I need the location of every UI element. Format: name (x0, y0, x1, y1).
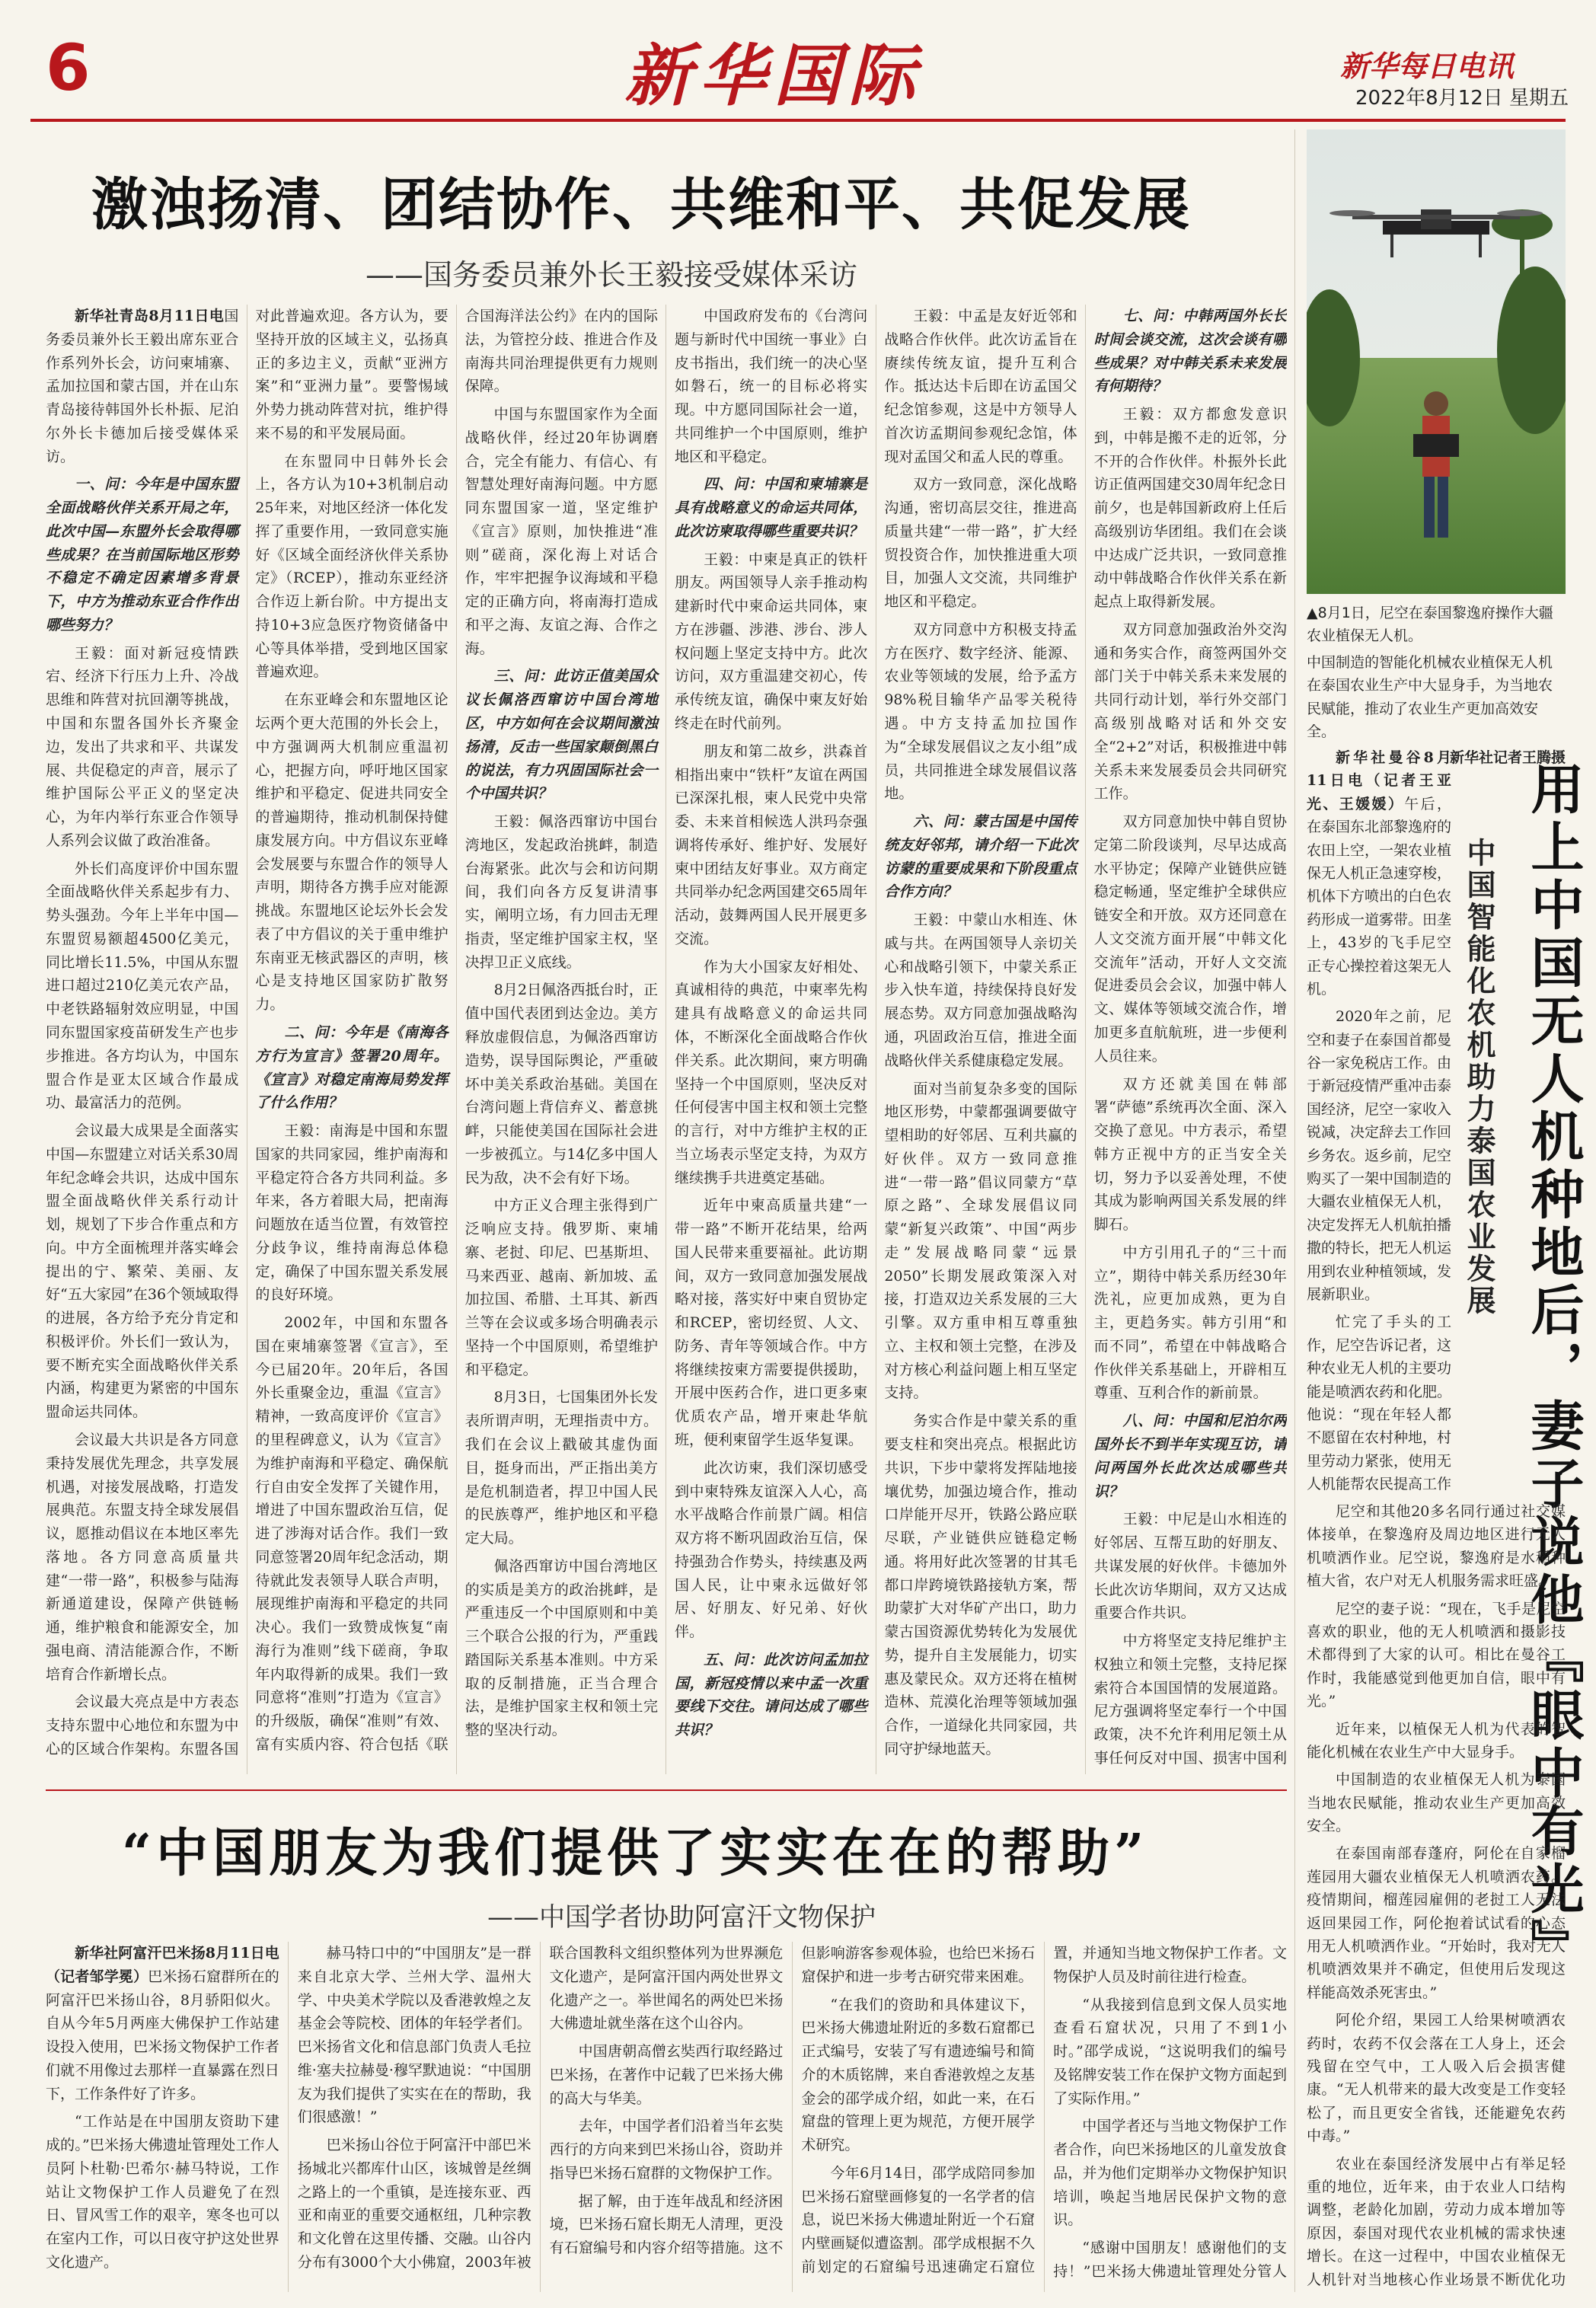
answer-paragraph: 中方引用孔子的“三十而立”，期待中韩关系历经30年洗礼，应更加成熟，更为自主，更趋务实。韩方引用“和而不同”，希望在中韩战略合作伙伴关系基础上，开辟相互尊重、互利合作的新前景。 (1093, 1243, 1287, 1402)
article2-paragraph: “工作站是在中国朋友资助下建成的。”巴米扬大佛遗址管理处工作人员阿卜杜勒·巴希尔·赫马特说，工作站让文物保护工作人员避免了在烈日、冒风雪工作的艰辛，寒冬也可以在室内工作，可以日夜守护这处世界文化遗产。 (46, 2113, 279, 2271)
article2-paragraph: 中国唐朝高僧玄奘西行取经路过巴米扬，在著作中记载了巴米扬大佛的高大与华美。 (549, 2043, 784, 2107)
article2-paragraph: 巴米扬山谷位于阿富汗中部巴米扬城北兴都库什山区，该城曾是丝绸之路上的一个重镇，是连接东亚、西亚和南亚的重要交通枢纽，几种宗教和文化曾在这里传播、交融。山谷内分布有3000个大小佛窟，2003年被联合国教科文组织整体列为世界濒危文化遗产，是阿富汗国内两处世界文化遗产之一。举世闻名的两处巴米扬大佛遗址就坐落在这个山谷内。 (297, 1945, 784, 2271)
sidebar-dateline: 新华社曼谷8月11日电（记者王亚光、王媛媛） (1307, 749, 1451, 812)
answer-paragraph: 王毅：中蒙山水相连、休戚与共。在两国领导人亲切关心和战略引领下，中蒙关系正步入快车道，持续保持良好发展态势。双方同意加强战略沟通，巩固政治互信，推进全面战略伙伴关系健康稳定发展。 (884, 911, 1077, 1069)
answer-paragraph: 双方一致同意，深化战略沟通，密切高层交往，推进高质量共建“一带一路”，扩大经贸投资合作，加快推进重大项目，加强人文交流，共同维护地区和平稳定。 (884, 476, 1077, 611)
answer-paragraph: 双方还就美国在韩部署“萨德”系统再次全面、深入交换了意见。中方表示，希望韩方正视中方的正当安全关切，努力予以妥善处理，不使其成为影响两国关系发展的绊脚石。 (1093, 1075, 1287, 1234)
drone-photo-illustration (1307, 129, 1566, 594)
answer-paragraph: 近年中柬高质量共建“一带一路”不断开花结果，给两国人民带来重要福祉。此访期间，双方一致同意加强发展战略对接，落实好中柬自贸协定和RCEP，密切经贸、人文、防务、青年等领域合作。中方将继续按柬方需要提供援助，开展中医药合作，进口更多柬优质农产品，增开柬赴华航班，便利柬留学生返华复课。 (674, 1197, 868, 1448)
sidebar-paragraph: 忙完了手头的工作，尼空告诉记者，这种农业无人机的主要功能是喷洒农药和化肥。他说：“现在年轻人都不愿留在农村种地，村里劳动力紧张，使用无人机能帮农民提高工作 (1307, 1314, 1451, 1492)
answer-paragraph: 务实合作是中蒙关系的重要支柱和突出亮点。根据此访共识，下步中蒙将发挥陆地接壤优势，加强边境合作，推动口岸能开尽开，铁路公路应联尽联，产业链供应链稳定畅通。将用好此次签署的甘其毛都口岸跨境铁路接轨方案，帮助蒙扩大对华矿产出口，助力蒙古国资源优势转化为发展优势，提升自主发展能力，切实惠及蒙民众。双方还将在植树造林、荒漠化治理等领域加强合作，一道绿化共同家园，共同守护绿地蓝天。 (884, 1413, 1077, 1757)
answer-paragraph: 王毅：中柬是真正的铁杆朋友。两国领导人亲手推动构建新时代中柬命运共同体，柬方在涉疆、涉港、涉台、涉人权问题上坚定支持中方。此次访问，双方重温建交初心，传承传统友谊，确保中柬友好始终走在时代前列。 (674, 551, 868, 733)
article2-lead: 新华社阿富汗巴米扬8月11日电（记者邹学冕）巴米扬石窟群所在的阿富汗巴米扬山谷，8月骄阳似火。自从今年5月两座大佛保护工作站建设投入使用，巴米扬文物保护工作者们就不用像过去那样一直暴露在烈日下，工作条件好了许多。 (46, 1945, 279, 2102)
question-6: 六、问：蒙古国是中国传统友好邻邦，请介绍一下此次访蒙的重要成果和下阶段重点合作方向？ (884, 813, 1077, 901)
article2-dateline: 新华社阿富汗巴米扬8月11日电（记者邹学冕） (46, 1945, 279, 1985)
answer-paragraph: 会议最大成果是全面落实中国—东盟建立对话关系30周年纪念峰会共识，达成中国东盟全面战略伙伴关系行动计划，规划了下步合作重点和方向。中方全面梳理并落实峰会提出的宁、繁荣、美丽、友好“五大家园”在36个领域取得的进展，各方给予充分肯定和积极评价。外长们一致认为，要不断充实全面战略伙伴关系内涵，构建更为紧密的中国东盟命运共同体。 (46, 1122, 239, 1421)
answer-paragraph: 中国与东盟国家作为全面战略伙伴，经过20年协调磨合，完全有能力、有信心、有智慧处理好南海问题。中方愿同东盟国家一道，坚定维护《宣言》原则，加快推进“准则”磋商，深化海上对话合作，牢牢把握争议海域和平稳定的正确方向，将南海打造成和平之海、友谊之海、合作之海。 (464, 406, 658, 657)
article2-headline: “中国朋友为我们提供了实实在在的帮助” (122, 1823, 1149, 1884)
article1-body (46, 305, 1287, 1774)
sidebar-headline: 用上中国无人机种地后，妻子说他『眼中有光』 (1522, 761, 1585, 1977)
article2-body (46, 1942, 1287, 2292)
answer-paragraph: 王毅：面对新冠疫情跌宕、经济下行压力上升、冷战思维和阵营对抗回潮等挑战，中国和东盟各国外长齐聚金边，发出了共求和平、共谋发展、共促稳定的声音，展示了维护国际公平正义的坚定决心，为年内举行东亚合作领导人系列会议做了政治准备。 (46, 644, 239, 849)
article2-paragraph: 今年6月14日，邵学成陪同参加巴米扬石窟壁画修复的一名学者的信息，说巴米扬大佛遗址附近一个石窟内壁画疑似遭盗割。邵学成根据不久前划定的石窟编号迅速确定石窟位置，并通知当地文物保护工作者。文物保护人员及时前往进行检查。 (801, 1945, 1287, 2275)
question-7: 七、问：中韩两国外长长时间会谈交流，这次会谈有哪些成果？对中韩关系未来发展有何期待？ (1093, 308, 1287, 395)
photo-caption: ▲8月1日，尼空在泰国黎逸府操作大疆农业植保无人机。 (1307, 605, 1553, 645)
masthead-rule (30, 119, 1566, 122)
article1-dateline: 新华社青岛8月11日电 (75, 308, 225, 324)
photo-credit: 新华社记者王腾摄 (1449, 749, 1566, 767)
sidebar-subhead: 中国智能化农机助力泰国农业发展 (1462, 838, 1495, 1317)
publication-date: 2022年8月12日 星期五 (1355, 87, 1569, 110)
photo-note: 中国制造的智能化机械农业植保无人机在泰国农业生产中大显身手，为当地农民赋能，推动了农业生产更加高效安全。 (1307, 653, 1553, 740)
masthead (0, 0, 1596, 122)
question-4: 四、问：中国和柬埔寨是具有战略意义的命运共同体，此次访柬取得哪些重要共识？ (674, 476, 868, 540)
answer-paragraph: 2002年，中国和东盟各国在柬埔寨签署《宣言》，至今已届20年。20年后，各国外长重聚金边，重温《宣言》精神，一致高度评价《宣言》的里程碑意义，认为《宣言》为维护南海和平稳定、确保航行自由安全发挥了关键作用，增进了中国东盟政治互信，促进了涉海对话合作。我们一致同意签署20周年纪念活动，期待就此发表领导人联合声明，展现维护南海和平稳定的共同决心。我们一致赞成恢复“南海行为准则”线下磋商，争取年内取得新的成果。我们一致同意将“准则”打造为《宣言》的升级版，确保“准则”有效、富有实质内容、符合包括《联合国海洋法公约》在内的国际法，为管控分歧、推进合作及南海共同治理提供更有力规则保障。 (255, 308, 658, 1753)
answer-paragraph: 王毅：中孟是友好近邻和战略合作伙伴。此次访孟旨在赓续传统友谊，提升互利合作。抵达达卡后即在访孟国父纪念馆参观，这是中方领导人首次访孟期间参观纪念馆，体现对孟国父和孟人民的尊重。 (884, 308, 1077, 465)
sidebar-paragraph: 农业在泰国经济发展中占有举足轻重的地位，近年来，由于农业人口结构调整，老龄化加剧，劳动力成本增加等原因，泰国对现代农业机械的需求快速增长。在这一过程中，中国农业植保无人机针对当地核心作业场景不断优化功 (1307, 2155, 1566, 2288)
answer-paragraph: 王毅：中尼是山水相连的好邻居、互帮互助的好朋友、共谋发展的好伙伴。卡德加外长此次访华期间，双方又达成重要合作共识。 (1093, 1511, 1287, 1622)
sidebar-body-b (1307, 1500, 1566, 2292)
article1-headline: 激浊扬清、团结协作、共维和平、共促发展 (91, 172, 1191, 238)
answer-paragraph: 此次访柬，我们深切感受到中柬特殊友谊深入人心，高水平战略合作前景广阔。相信双方将不断巩固政治互信，保持强劲合作势头，持续惠及两国人民，让中柬永远做好邻居、好朋友、好兄弟、好伙伴。 (674, 1459, 868, 1641)
article2-paragraph: “在我们的资助和具体建议下，巴米扬大佛遗址附近的多数石窟都已正式编号，安装了写有遗迹编号和简介的木质铭牌，来自香港敦煌之友基金会的邵学成介绍，如此一来，在石窟盘的管理上更为规范，方便开展学术研究。 (801, 1996, 1036, 2154)
answer-paragraph: 王毅：南海是中国和东盟国家的共同家园，维护南海和平稳定符合各方共同利益。多年来，各方着眼大局，把南海问题放在适当位置，有效管控分歧争议，维持南海总体稳定，确保了中国东盟关系发展的良好环境。 (255, 1122, 448, 1304)
section-title: 新华国际 (624, 36, 924, 115)
sidebar-paragraph: 尼空和其他20多名同行通过社交媒体接单，在黎逸府及周边地区进行无人机喷洒作业。尼空说，黎逸府是水稻种植大省，农户对无人机服务需求旺盛。 (1307, 1503, 1566, 1590)
article2-subhead: ——中国学者协助阿富汗文物保护 (487, 1902, 876, 1933)
article2-paragraph: 赫马特口中的“中国朋友”是一群来自北京大学、兰州大学、温州大学、中央美术学院以及香港敦煌之友基金会等院校、团体的年轻学者们。巴米扬省文化和信息部门负责人毛拉维·塞夫拉赫曼·穆罕默迪说：“中国朋友为我们提供了实实在在的帮助，我们很感激！” (297, 1945, 531, 2126)
answer-paragraph: 8月3日，七国集团外长发表所谓声明，无理指责中方。我们在会议上戳破其虚伪面目，挺身而出，严正指出美方是危机制造者，捍卫中国人民的民族尊严，维护地区和平稳定大局。 (464, 1389, 658, 1547)
question-1: 一、问：今年是中国东盟全面战略伙伴关系开局之年，此次中国—东盟外长会取得哪些成果？在当前国际地区形势不稳定不确定因素增多背景下，中方为推动东亚合作作出哪些努力？ (46, 476, 239, 634)
answer-paragraph: 在东亚峰会和东盟地区论坛两个更大范围的外长会上，中方强调两大机制应重温初心，把握方向，呼吁地区国家维护和平稳定、促进共同安全的普遍期待，推动机制保持健康发展方向。中方倡议东亚峰会发展要与东盟合作的领导人声明，期待各方携手应对能源挑战。东盟地区论坛外长会发表了中方倡议的关于重申维护东南亚无核武器区的声明，核心是支持地区国家防扩散努力。 (255, 691, 448, 1014)
sidebar-paragraph: 尼空的妻子说：“现在，飞手是尼空喜欢的职业，他的无人机喷洒和摄影技术都得到了大家的认可。相比在曼谷工作时，我能感觉到他更加自信，眼中有光。” (1307, 1600, 1566, 1710)
sidebar-body-a (1307, 746, 1451, 1492)
answer-paragraph: 中国政府发布的《台湾问题与新时代中国统一事业》白皮书指出，我们统一的决心坚如磐石，统一的目标必将实现。中方愿同国际社会一道，共同维护一个中国原则，维护地区和平稳定。 (674, 308, 868, 465)
sidebar-paragraph: 中国制造的农业植保无人机为泰国当地农民赋能，推动农业生产更加高效安全。 (1307, 1771, 1566, 1835)
sidebar-paragraph: 阿伦介绍，果园工人给果树喷洒农药时，农药不仅会落在工人身上，还会残留在空气中，工人吸入后会损害健康。“无人机带来的最大改变是工作变轻松了，而且更安全省钱，还能避免农药中毒。” (1307, 2012, 1566, 2145)
answer-paragraph: 面对当前复杂多变的国际地区形势，中蒙都强调要做守望相助的好邻居、互利共赢的好伙伴。双方一致同意推进“一带一路”倡议同蒙方“草原之路”、全球发展倡议同蒙“新复兴政策”、中国“两步走”发展战略同蒙“远景2050”长期发展政策深入对接，打造双边关系发展的三大引擎。双方重申相互尊重独立、主权和领土完整，在涉及对方核心利益问题上相互坚定支持。 (884, 1080, 1077, 1402)
article2-paragraph: “感谢中国朋友！感谢他们的支持！”巴米扬大佛遗址管理处分管人 (1053, 2239, 1287, 2280)
answer-paragraph: 双方同意加快中韩自贸协定第二阶段谈判，尽早达成高水平协定；保障产业链供应链稳定畅通，坚定维护全球供应链安全和开放。双方还同意在人文交流方面开展“中韩文化交流年”活动，开好人文交流促进委员会会议，加强中韩人文、媒体等领域交流合作，增加更多直航航班，进一步便利人员往来。 (1093, 813, 1287, 1065)
question-5: 五、问：此次访问孟加拉国，新冠疫情以来中孟一次重要线下交往。请问达成了哪些共识？ (674, 1651, 868, 1739)
article2-paragraph: 去年，中国学者们沿着当年玄奘西行的方向来到巴米扬山谷，资助并指导巴米扬石窟群的文物保护工作。 (549, 2118, 784, 2182)
article1-subhead: ——国务委员兼外长王毅接受媒体采访 (365, 258, 858, 292)
answer-paragraph: 中方正义合理主张得到广泛响应支持。俄罗斯、柬埔寨、老挝、印尼、巴基斯坦、马来西亚、越南、新加坡、孟加拉国、希腊、土耳其、新西兰等在会议或多场合明确表示坚持一个中国原则，希望维护和平稳定。 (464, 1197, 658, 1378)
question-8: 八、问：中国和尼泊尔两国外长不到半年实现互访，请问两国外长此次达成哪些共识？ (1093, 1413, 1287, 1500)
answer-paragraph: 中方将坚定支持尼维护主权独立和领土完整，支持尼探索符合本国国情的发展道路。尼方强调将坚定奉行一个中国政策，决不允许利用尼领土从事任何反对中国、损害中国利 (1093, 1633, 1287, 1767)
sidebar-paragraph: 在泰国南部春蓬府，阿伦在自家榴莲园用大疆农业植保无人机喷洒农药。疫情期间，榴莲园雇佣的老挝工人无法返回果园工作，阿伦抱着试试看的心态用无人机喷洒作业。“开始时，我对无人机喷洒效果并不确定，但使用后发现这样能高效杀死害虫。” (1307, 1845, 1566, 2001)
answer-paragraph: 8月2日佩洛西抵台时，正值中国代表团到达金边。美方释放虚假信息，为佩洛西窜访造势，误导国际舆论，严重破坏中美关系政治基础。美国在台湾问题上背信弃义、蓄意挑衅，只能使美国在国际社会进一步被孤立。与14亿多中国人民为敌，决不会有好下场。 (464, 982, 658, 1186)
column-divider (1294, 129, 1295, 2292)
answer-paragraph: 在东盟同中日韩外长会上，各方认为10+3机制启动25年来，对地区经济一体化发挥了重要作用，一致同意实施好《区域全面经济伙伴关系协定》（RCEP），推动东亚经济合作迈上新台阶。中方提出支持10+3应急医疗物资储备中心等具体举措，受到地区国家普遍欢迎。 (255, 452, 448, 681)
page-number: 6 (46, 30, 91, 105)
answer-paragraph: 会议最大共识是各方同意秉持发展优先理念，共享发展机遇，对接发展战略，打造发展典范。东盟支持全球发展倡议，愿推动倡议在本地区率先落地。各方同意高质量共建“一带一路”，积极参与陆海新通道建设，保障产供链畅通，维护粮食和能源安全，加强电商、清洁能源合作，不断培育合作新增长点。 (46, 1431, 239, 1683)
answer-paragraph: 外长们高度评价中国东盟全面战略伙伴关系起步有力、势头强劲。今年上半年中国—东盟贸易额超4500亿美元，同比增长11.5%，中国从东盟进口超过210亿美元农产品，中老铁路辐射效应明显，中国同东盟国家疫苗研发生产也步步推进。各方均认为，中国东盟合作是亚太区域合作最成功、最富活力的范例。 (46, 860, 239, 1112)
sidebar-lead: 新华社曼谷8月11日电（记者王亚光、王媛媛）午后，在泰国东北部黎逸府的农田上空，一架农业植保无人机正急速穿梭，机体下方喷出的白色农药形成一道雾带。田垄上，43岁的飞手尼空正专心操控着这架无人机。 (1307, 749, 1451, 998)
article1-lead: 新华社青岛8月11日电国务委员兼外长王毅出席东亚合作系列外长会，访问柬埔寨、孟加拉国和蒙古国，并在山东青岛接待韩国外长朴振、尼泊尔外长卡德加后接受媒体采访。 (46, 308, 239, 465)
article2-paragraph: 中国学者还与当地文物保护工作者合作，向巴米扬地区的儿童发放食品，并为他们定期举办文物保护知识培训，唤起当地居民保护文物的意识。 (1053, 2118, 1287, 2229)
question-3: 三、问：此访正值美国众议长佩洛西窜访中国台湾地区，中方如何在会议期间激浊扬清，反击一些国家颠倒黑白的说法，有力巩固国际社会一个中国共识？ (464, 668, 658, 803)
newspaper-brand: 新华每日电讯 (1340, 49, 1515, 83)
answer-paragraph: 佩洛西窜访中国台湾地区的实质是美方的政治挑衅，是严重违反一个中国原则和中美三个联合公报的行为，严重践踏国际关系基本准则。中方采取的反制措施，正当合理合法，是维护国家主权和领土完整的坚决行动。 (464, 1557, 658, 1739)
sidebar-paragraph: 近年来，以植保无人机为代表的智能化机械在农业生产中大显身手。 (1307, 1720, 1566, 1761)
answer-paragraph: 作为大小国家友好相处、真诚相待的典范，中柬率先构建具有战略意义的命运共同体，不断深化全面战略合作伙伴关系。此次期间，柬方明确坚持一个中国原则，坚决反对任何侵害中国主权和领土完整的言行，对中方维护主权的正当立场表示坚定支持，为双方继续携手共进奠定基础。 (674, 958, 868, 1186)
drone-photo (1307, 129, 1566, 594)
section-divider (46, 1789, 1287, 1791)
answer-paragraph: 王毅：双方都愈发意识到，中韩是搬不走的近邻，分不开的合作伙伴。朴振外长此访正值两国建交30周年纪念日前夕，也是韩国新政府上任后高级别访华团组。我们在会谈中达成广泛共识，一致同意推动中韩战略合作伙伴关系在新起点上取得新发展。 (1093, 406, 1287, 611)
sidebar-paragraph: 2020年之前，尼空和妻子在泰国首都曼谷一家免税店工作。由于新冠疫情严重冲击泰国经济，尼空一家收入锐减，决定辞去工作回乡务农。返乡前，尼空购买了一架中国制造的大疆农业植保无人机，决定发挥无人机航拍播撒的特长，把无人机运用到农业种植领域，发展新职业。 (1307, 1008, 1451, 1303)
article2-paragraph: 据了解，由于连年战乱和经济困境，巴米扬石窟长期无人清理，更没有石窟编号和内容介绍等措施。这不但影响游客参观体验，也给巴米扬石窟保护和进一步考古研究带来困难。 (549, 1945, 1036, 2257)
article2-paragraph: “从我接到信息到文保人员实地查看石窟状况，只用了不到1小时。”邵学成说，“这说明我们的编号及铭牌安装工作在保护文物方面起到了实际作用。” (1053, 1996, 1287, 2107)
answer-paragraph: 双方同意加强政治外交沟通和务实合作，商签两国外交部门关于中韩关系未来发展的共同行动计划，举行外交部门高级别战略对话和外交安全“2+2”对话，积极推进中韩关系未来发展委员会共同研究工作。 (1093, 621, 1287, 803)
answer-paragraph: 王毅：佩洛西窜访中国台湾地区，发起政治挑衅，制造台海紧张。此次与会和访问期间，我们向各方反复讲清事实，阐明立场，有力回击无理指责，坚定维护国家主权，坚决捍卫正义底线。 (464, 813, 658, 971)
question-2: 二、问：今年是《南海各方行为宣言》签署20周年。《宣言》对稳定南海局势发挥了什么作用？ (255, 1023, 448, 1112)
answer-paragraph: 会议最大亮点是中方表态支持东盟中心地位和东盟为中心的区域合作架构。东盟各国对此普遍欢迎。各方认为，要坚持开放的区域主义，弘扬真正的多边主义，贡献“亚洲方案”和“亚洲力量”。要警惕域外势力挑动阵营对抗，维护得来不易的和平发展局面。 (46, 308, 448, 1757)
answer-paragraph: 双方同意中方积极支持孟方在医疗、数字经济、能源、农业等领域的发展，给予孟方98%税目输华产品零关税待遇。中方支持孟加拉国作为“全球发展倡议之友小组”成员，共同推进全球发展倡议落地。 (884, 621, 1077, 803)
answer-paragraph: 朋友和第二故乡，洪森首相指出柬中“铁杆”友谊在两国已深深扎根，柬人民党中央常委、未来首相候选人洪玛奈强调将传承好、维护好、发展好柬中团结友好事业。双方商定共同举办纪念两国建交65周年活动，鼓舞两国人民开展更多交流。 (674, 742, 868, 947)
